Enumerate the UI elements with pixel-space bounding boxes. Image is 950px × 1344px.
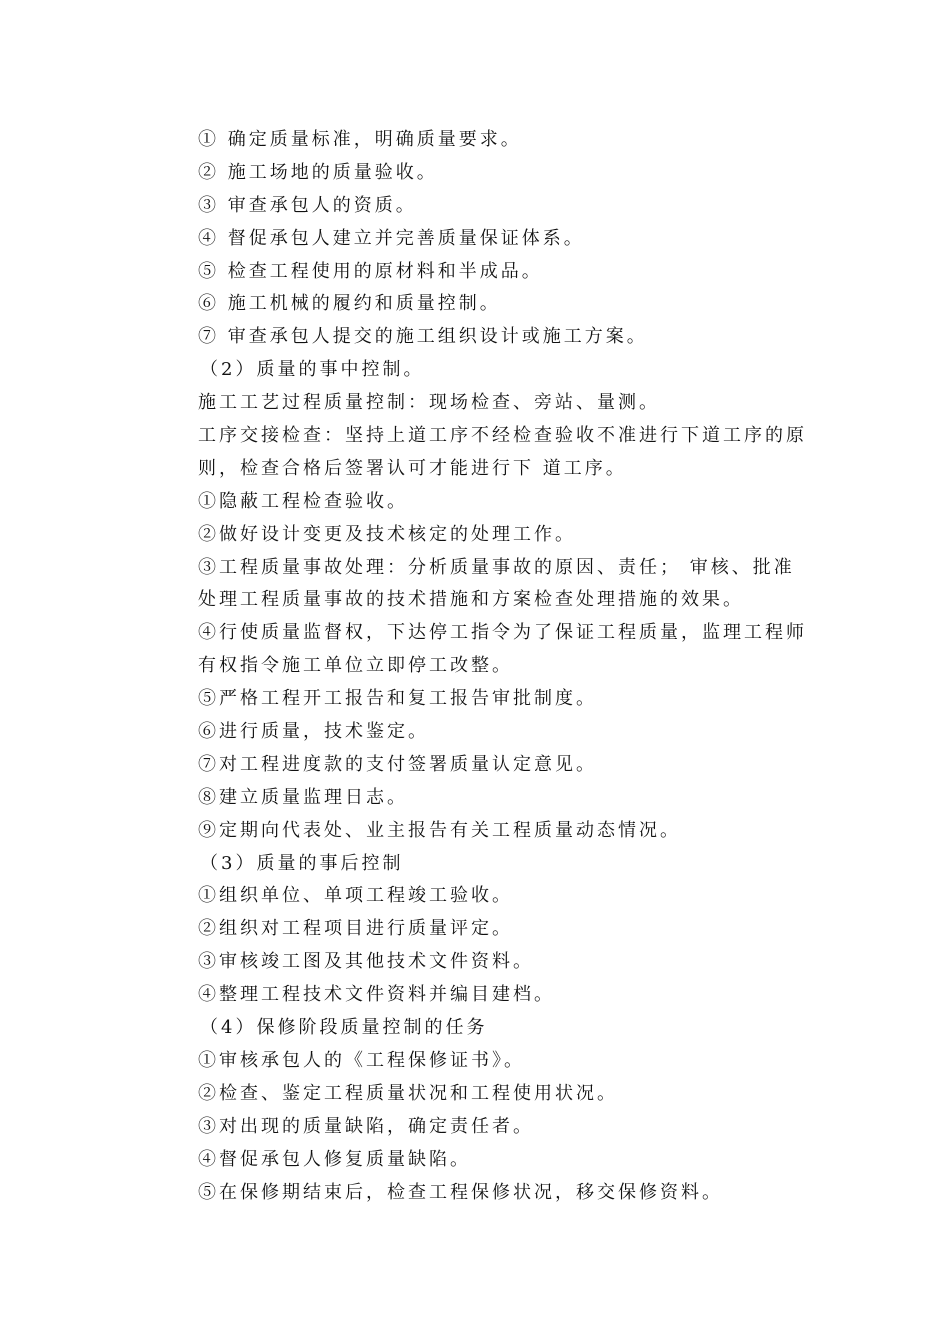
- list-item-in-process-5: ⑤严格工程开工报告和复工报告审批制度。: [198, 688, 597, 710]
- list-item-in-process-9: ⑨定期向代表处、业主报告有关工程质量动态情况。: [198, 819, 681, 841]
- section-heading-in-process-control: （2）质量的事中控制。: [200, 359, 425, 381]
- section-heading-warranty-control: （4）保修阶段质量控制的任务: [200, 1017, 488, 1039]
- list-item-pre-control-7: ⑦ 审查承包人提交的施工组织设计或施工方案。: [198, 326, 648, 348]
- list-item-in-process-8: ⑧建立质量监理日志。: [198, 786, 408, 808]
- paragraph-handover-inspection-line-1: 工序交接检查：坚持上道工序不经检查验收不准进行下道工序的原: [198, 425, 807, 447]
- list-item-post-control-1: ①组织单位、单项工程竣工验收。: [198, 885, 513, 907]
- list-item-in-process-6: ⑥进行质量，技术鉴定。: [198, 721, 429, 743]
- list-item-pre-control-3: ③ 审查承包人的资质。: [198, 194, 417, 216]
- list-item-in-process-3-line-1: ③工程质量事故处理：分析质量事故的原因、责任； 审核、批准: [198, 556, 795, 578]
- list-item-in-process-7: ⑦对工程进度款的支付签署质量认定意见。: [198, 753, 597, 775]
- list-item-pre-control-1: ① 确定质量标准，明确质量要求。: [198, 129, 522, 150]
- list-item-in-process-3-line-2: 处理工程质量事故的技术措施和方案检查处理措施的效果。: [198, 589, 744, 611]
- list-item-pre-control-5: ⑤ 检查工程使用的原材料和半成品。: [198, 260, 543, 282]
- document-body: [198, 124, 818, 1209]
- list-item-in-process-1: ①隐蔽工程检查验收。: [198, 490, 408, 512]
- list-item-warranty-2: ②检查、鉴定工程质量状况和工程使用状况。: [198, 1082, 618, 1104]
- list-item-warranty-3: ③对出现的质量缺陷，确定责任者。: [198, 1115, 534, 1137]
- paragraph-process-quality-control: 施工工艺过程质量控制：现场检查、旁站、量测。: [198, 392, 660, 414]
- list-item-warranty-4: ④督促承包人修复质量缺陷。: [198, 1148, 471, 1170]
- list-item-pre-control-4: ④ 督促承包人建立并完善质量保证体系。: [198, 227, 585, 249]
- list-item-in-process-4-line-2: 有权指令施工单位立即停工改整。: [198, 655, 513, 677]
- list-item-post-control-2: ②组织对工程项目进行质量评定。: [198, 918, 513, 940]
- list-item-in-process-2: ②做好设计变更及技术核定的处理工作。: [198, 523, 576, 545]
- section-heading-post-control: （3）质量的事后控制: [200, 852, 404, 874]
- list-item-post-control-4: ④整理工程技术文件资料并编目建档。: [198, 984, 555, 1006]
- list-item-post-control-3: ③审核竣工图及其他技术文件资料。: [198, 951, 534, 973]
- paragraph-handover-inspection-line-2: 则，检查合格后签署认可才能进行下 道工序。: [198, 457, 627, 479]
- list-item-in-process-4-line-1: ④行使质量监督权，下达停工指令为了保证工程质量，监理工程师: [198, 622, 807, 644]
- list-item-pre-control-2: ② 施工场地的质量验收。: [198, 161, 438, 183]
- list-item-warranty-5: ⑤在保修期结束后，检查工程保修状况，移交保修资料。: [198, 1181, 723, 1203]
- list-item-warranty-1: ①审核承包人的《工程保修证书》。: [198, 1049, 525, 1071]
- list-item-pre-control-6: ⑥ 施工机械的履约和质量控制。: [198, 293, 501, 315]
